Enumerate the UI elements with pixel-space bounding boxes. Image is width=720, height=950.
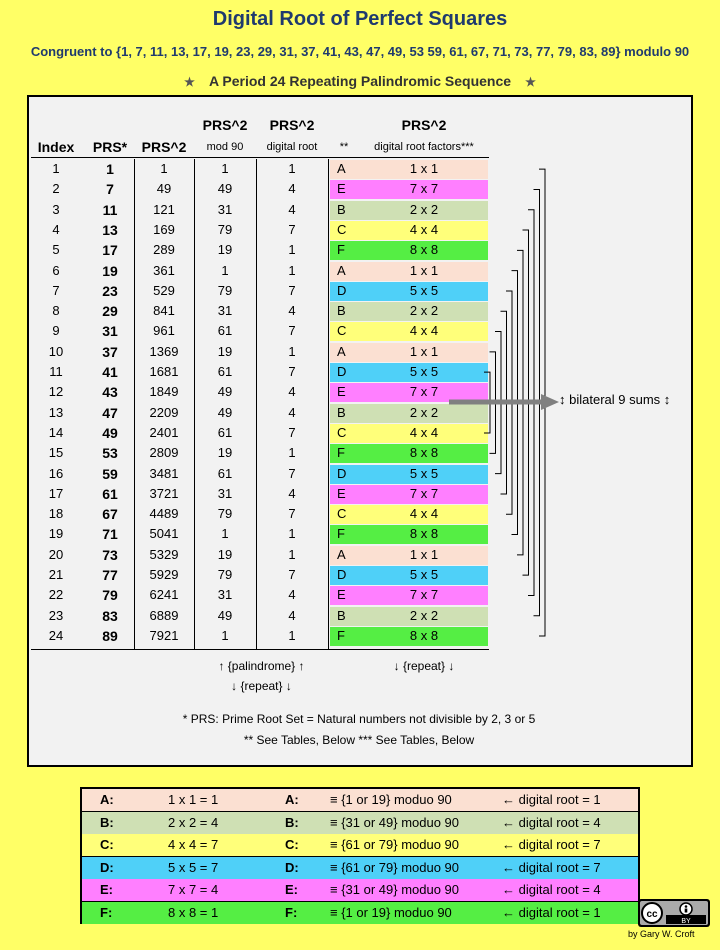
prs-cell: 79 <box>102 587 118 604</box>
square-cell: 169 <box>153 221 175 237</box>
factor-cell: 5 x 5 <box>409 567 439 582</box>
prs-cell: 53 <box>102 445 118 462</box>
factor-cell: 1 x 1 <box>409 546 439 562</box>
mod90-cell: 31 <box>217 303 233 319</box>
digital-root-cell: 7 <box>288 424 296 440</box>
mod90-cell: 19 <box>217 445 233 461</box>
prs-cell: 31 <box>102 323 118 340</box>
prs-cell: 73 <box>102 546 118 563</box>
mod90-cell: 61 <box>217 424 233 440</box>
index-cell: 21 <box>48 567 64 582</box>
mod90-cell: 79 <box>217 221 233 237</box>
creative-commons-badge <box>638 899 710 927</box>
repeat-note-left: ↓ {repeat} ↓ <box>231 679 292 693</box>
legend-letter: F: <box>100 904 113 920</box>
svg-text:cc: cc <box>646 909 658 920</box>
header-mod-top: PRS^2 <box>202 117 248 133</box>
prs-cell: 17 <box>102 242 118 259</box>
index-cell: 16 <box>48 465 64 481</box>
digital-root-cell: 1 <box>288 262 296 278</box>
index-cell: 9 <box>52 323 60 339</box>
digital-root-cell: 4 <box>288 181 296 197</box>
prs-cell: 37 <box>102 343 118 360</box>
index-cell: 18 <box>48 506 64 522</box>
prs-cell: 23 <box>102 282 118 299</box>
arrow-head-icon <box>541 394 559 410</box>
legend-equation: 8 x 8 = 1 <box>168 904 219 920</box>
legend-digital-root: ← digital root = 1 <box>502 792 601 807</box>
factor-cell: 4 x 4 <box>409 323 439 339</box>
factor-cell: 4 x 4 <box>409 424 439 440</box>
digital-root-cell: 7 <box>288 567 296 582</box>
prs-cell: 29 <box>102 303 118 320</box>
factor-cell: 4 x 4 <box>409 221 439 237</box>
square-cell: 1 <box>160 161 168 176</box>
mod90-cell: 19 <box>217 343 233 359</box>
legend-equation: 5 x 5 = 7 <box>168 859 219 875</box>
factor-letter: F <box>337 526 345 542</box>
legend-letter: D: <box>100 859 114 875</box>
square-cell: 529 <box>153 282 175 298</box>
mod90-cell: 61 <box>217 323 233 339</box>
factor-cell: 2 x 2 <box>409 404 439 420</box>
legend-modulo: ≡ {31 or 49} moduo 90 <box>330 882 460 897</box>
index-cell: 3 <box>52 201 60 217</box>
digital-root-cell: 4 <box>288 201 296 217</box>
palindrome-note: ↑ {palindrome} ↑ <box>218 659 305 673</box>
index-cell: 17 <box>48 485 64 501</box>
prs-cell: 83 <box>102 607 118 624</box>
mod90-cell: 49 <box>217 404 233 420</box>
factor-cell: 5 x 5 <box>409 282 439 298</box>
prs-cell: 49 <box>102 424 118 441</box>
header-index: Index <box>37 139 75 155</box>
factor-cell: 4 x 4 <box>409 506 439 522</box>
legend-equation: 1 x 1 = 1 <box>168 792 219 807</box>
legend-letter: E: <box>100 882 113 897</box>
prs-cell: 13 <box>102 221 118 238</box>
factor-letter: E <box>337 181 346 197</box>
square-cell: 1849 <box>149 384 179 400</box>
mod90-cell: 1 <box>221 627 229 643</box>
digital-root-cell: 7 <box>288 364 296 379</box>
factor-cell: 7 x 7 <box>409 384 439 400</box>
header-star2: ** <box>339 141 349 153</box>
factor-letter: B <box>337 201 346 217</box>
bilateral-label: ↕ bilateral 9 sums ↕ <box>559 392 671 407</box>
index-cell: 20 <box>48 546 64 562</box>
factor-letter: A <box>337 161 346 176</box>
legend-letter-2: A: <box>285 792 299 807</box>
legend-letter-2: F: <box>285 904 298 920</box>
prs-cell: 77 <box>102 567 118 583</box>
factor-cell: 7 x 7 <box>409 587 439 603</box>
mod90-cell: 31 <box>217 485 233 501</box>
index-cell: 6 <box>52 262 60 278</box>
factor-letter: F <box>337 445 345 461</box>
factor-cell: 1 x 1 <box>409 343 439 359</box>
digital-root-cell: 1 <box>288 161 296 176</box>
repeat-note-right: ↓ {repeat} ↓ <box>393 659 455 673</box>
mod90-cell: 1 <box>221 161 229 176</box>
legend-letter: B: <box>100 814 114 830</box>
digital-root-cell: 4 <box>288 404 296 420</box>
index-cell: 7 <box>52 282 60 298</box>
index-cell: 11 <box>49 364 63 379</box>
tagline-text: A Period 24 Repeating Palindromic Sequence <box>208 73 512 89</box>
digital-root-cell: 7 <box>288 282 296 298</box>
digital-root-cell: 7 <box>288 506 296 522</box>
factor-letter: C <box>337 323 347 339</box>
prs-cell: 47 <box>102 404 118 421</box>
square-cell: 841 <box>153 303 175 319</box>
factor-cell: 5 x 5 <box>409 364 439 379</box>
page-title: Digital Root of Perfect Squares <box>212 8 508 30</box>
factor-cell: 8 x 8 <box>409 242 439 258</box>
factor-letter: C <box>337 221 347 237</box>
square-cell: 2401 <box>149 424 179 440</box>
legend-equation: 2 x 2 = 4 <box>168 814 219 830</box>
square-cell: 121 <box>153 201 175 217</box>
index-cell: 5 <box>52 242 60 258</box>
digital-root-cell: 7 <box>288 221 296 237</box>
square-cell: 5329 <box>149 546 179 562</box>
index-cell: 24 <box>48 627 64 643</box>
index-cell: 12 <box>48 384 64 400</box>
digital-root-cell: 4 <box>288 303 296 319</box>
legend-table <box>80 787 640 924</box>
legend-letter-2: E: <box>285 882 298 897</box>
header-dr-top: PRS^2 <box>269 117 315 133</box>
legend-letter-2: B: <box>285 814 299 830</box>
square-cell: 6889 <box>149 607 179 623</box>
page-subtitle: Congruent to {1, 7, 11, 13, 17, 19, 23, 29, 31, 37, 41, 43, 47, 49, 53 59, 61, 67, 71, 73, 77, 79, 83, 89} modulo 90 <box>30 44 690 59</box>
square-cell: 3481 <box>149 465 179 481</box>
up-down-arrow-icon: ↕ <box>559 392 566 407</box>
digital-root-cell: 1 <box>288 445 296 461</box>
cc-by-icon <box>638 899 710 927</box>
factor-letter: A <box>337 546 346 562</box>
index-cell: 15 <box>48 445 64 461</box>
digital-root-cell: 4 <box>288 485 296 501</box>
square-cell: 1369 <box>149 343 179 359</box>
index-cell: 19 <box>48 526 64 542</box>
legend-modulo: ≡ {1 or 19} moduo 90 <box>330 904 452 920</box>
index-cell: 8 <box>52 303 60 319</box>
square-cell: 4489 <box>149 506 179 522</box>
header-dr-sub: digital root <box>266 141 318 153</box>
legend-modulo: ≡ {1 or 19} moduo 90 <box>330 792 452 807</box>
tagline <box>0 73 720 89</box>
star-icon: ★ <box>525 75 536 89</box>
footnote-tables: ** See Tables, Below *** See Tables, Below <box>243 733 475 747</box>
legend-equation: 7 x 7 = 4 <box>168 882 219 897</box>
factor-cell: 1 x 1 <box>409 262 439 278</box>
svg-text:BY: BY <box>681 918 691 925</box>
legend-digital-root: ← digital root = 4 <box>502 814 601 830</box>
mod90-cell: 49 <box>217 181 233 197</box>
mod90-cell: 79 <box>217 282 233 298</box>
legend-row <box>82 812 638 834</box>
legend-digital-root: ← digital root = 7 <box>502 859 601 875</box>
square-cell: 361 <box>153 262 175 278</box>
digital-root-cell: 1 <box>288 546 296 562</box>
digital-root-cell: 1 <box>288 627 296 643</box>
header-fac-top: PRS^2 <box>401 117 447 133</box>
legend-modulo: ≡ {61 or 79} moduo 90 <box>330 837 460 852</box>
mod90-cell: 1 <box>221 262 229 278</box>
factor-letter: D <box>337 465 347 481</box>
factor-cell: 1 x 1 <box>409 161 439 176</box>
factor-letter: D <box>337 282 347 298</box>
square-cell: 961 <box>153 323 175 339</box>
author-credit: by Gary W. Croft <box>628 929 695 939</box>
legend-modulo: ≡ {31 or 49} moduo 90 <box>330 814 460 830</box>
factor-letter: F <box>337 242 345 258</box>
prs-cell: 59 <box>102 465 118 482</box>
mod90-cell: 49 <box>217 384 233 400</box>
digital-root-cell: 4 <box>288 587 296 603</box>
factor-letter: D <box>337 567 347 582</box>
mod90-cell: 49 <box>217 607 233 623</box>
header-fac-sub: digital root factors*** <box>374 141 474 153</box>
index-cell: 22 <box>48 587 64 603</box>
legend-digital-root: ← digital root = 1 <box>502 904 601 920</box>
mod90-cell: 1 <box>221 526 229 542</box>
legend-digital-root: ← digital root = 7 <box>502 837 601 852</box>
factor-letter: F <box>337 627 345 643</box>
legend-letter-2: D: <box>285 859 299 875</box>
prs-cell: 43 <box>102 384 118 401</box>
index-cell: 4 <box>52 221 60 237</box>
square-cell: 7921 <box>149 627 179 643</box>
square-cell: 5041 <box>149 526 179 542</box>
legend-modulo: ≡ {61 or 79} moduo 90 <box>330 859 460 875</box>
prs-cell: 67 <box>102 506 118 523</box>
header-prs: PRS* <box>92 139 128 155</box>
index-cell: 1 <box>52 161 60 176</box>
mod90-cell: 19 <box>217 546 233 562</box>
factor-cell: 2 x 2 <box>409 607 439 623</box>
header-mod-sub: mod 90 <box>206 141 244 153</box>
factor-cell: 8 x 8 <box>409 526 439 542</box>
mod90-cell: 19 <box>217 242 233 258</box>
legend-letter: A: <box>100 792 114 807</box>
factor-cell: 5 x 5 <box>409 465 439 481</box>
up-down-arrow-icon: ↕ <box>663 392 671 407</box>
mod90-cell: 79 <box>217 567 233 582</box>
digital-root-cell: 4 <box>288 384 296 400</box>
factor-cell: 2 x 2 <box>409 201 439 217</box>
factor-cell: 2 x 2 <box>409 303 439 319</box>
legend-letter: C: <box>100 837 114 852</box>
factor-cell: 7 x 7 <box>409 485 439 501</box>
factor-letter: E <box>337 384 346 400</box>
mod90-cell: 79 <box>217 506 233 522</box>
header-prs2: PRS^2 <box>141 139 187 155</box>
legend-row <box>82 789 638 811</box>
prs-cell: 61 <box>102 485 118 502</box>
index-cell: 14 <box>48 424 64 440</box>
footnote-prs: * PRS: Prime Root Set = Natural numbers not divisible by 2, 3 or 5 <box>182 712 536 726</box>
square-cell: 1681 <box>149 364 179 379</box>
factor-letter: B <box>337 607 346 623</box>
square-cell: 3721 <box>149 485 179 501</box>
factor-letter: E <box>337 587 346 603</box>
square-cell: 2209 <box>149 404 179 420</box>
square-cell: 2809 <box>149 445 179 461</box>
square-cell: 289 <box>153 242 175 258</box>
legend-row <box>82 902 638 924</box>
factor-letter: D <box>337 364 347 379</box>
index-cell: 23 <box>48 607 64 623</box>
factor-cell: 8 x 8 <box>409 627 439 643</box>
digital-root-cell: 4 <box>288 607 296 623</box>
prs-cell: 11 <box>102 201 118 218</box>
mod90-cell: 31 <box>217 201 233 217</box>
index-cell: 10 <box>48 343 64 359</box>
factor-letter: C <box>337 424 347 440</box>
index-cell: 13 <box>48 404 64 420</box>
factor-cell: 7 x 7 <box>409 181 439 197</box>
factor-letter: A <box>337 262 346 278</box>
prs-cell: 71 <box>102 526 118 543</box>
factor-letter: C <box>337 506 347 522</box>
square-cell: 5929 <box>149 567 179 582</box>
star-icon: ★ <box>184 75 195 89</box>
digital-root-cell: 7 <box>288 465 296 481</box>
prs-cell: 19 <box>102 262 118 279</box>
factor-letter: B <box>337 303 346 319</box>
factor-letter: E <box>337 485 346 501</box>
legend-row <box>82 879 638 901</box>
digital-root-cell: 7 <box>288 323 296 339</box>
prs-cell: 89 <box>102 627 118 644</box>
legend-digital-root: ← digital root = 4 <box>502 882 601 897</box>
prs-cell: 1 <box>106 161 114 177</box>
mod90-cell: 61 <box>217 364 233 379</box>
square-cell: 6241 <box>149 587 179 603</box>
factor-letter: B <box>337 404 346 420</box>
mod90-cell: 31 <box>217 587 233 603</box>
prs-cell: 7 <box>106 181 114 198</box>
digital-root-cell: 1 <box>288 242 296 258</box>
legend-row <box>82 857 638 879</box>
factor-cell: 8 x 8 <box>409 445 439 461</box>
legend-equation: 4 x 4 = 7 <box>168 837 219 852</box>
prs-cell: 41 <box>102 364 118 380</box>
index-cell: 2 <box>52 181 60 197</box>
legend-letter-2: C: <box>285 837 299 852</box>
factor-letter: A <box>337 343 346 359</box>
digital-root-cell: 1 <box>288 526 296 542</box>
legend-row <box>82 834 638 856</box>
digital-root-cell: 1 <box>288 343 296 359</box>
mod90-cell: 61 <box>217 465 233 481</box>
square-cell: 49 <box>156 181 172 197</box>
data-table-panel <box>27 95 693 767</box>
